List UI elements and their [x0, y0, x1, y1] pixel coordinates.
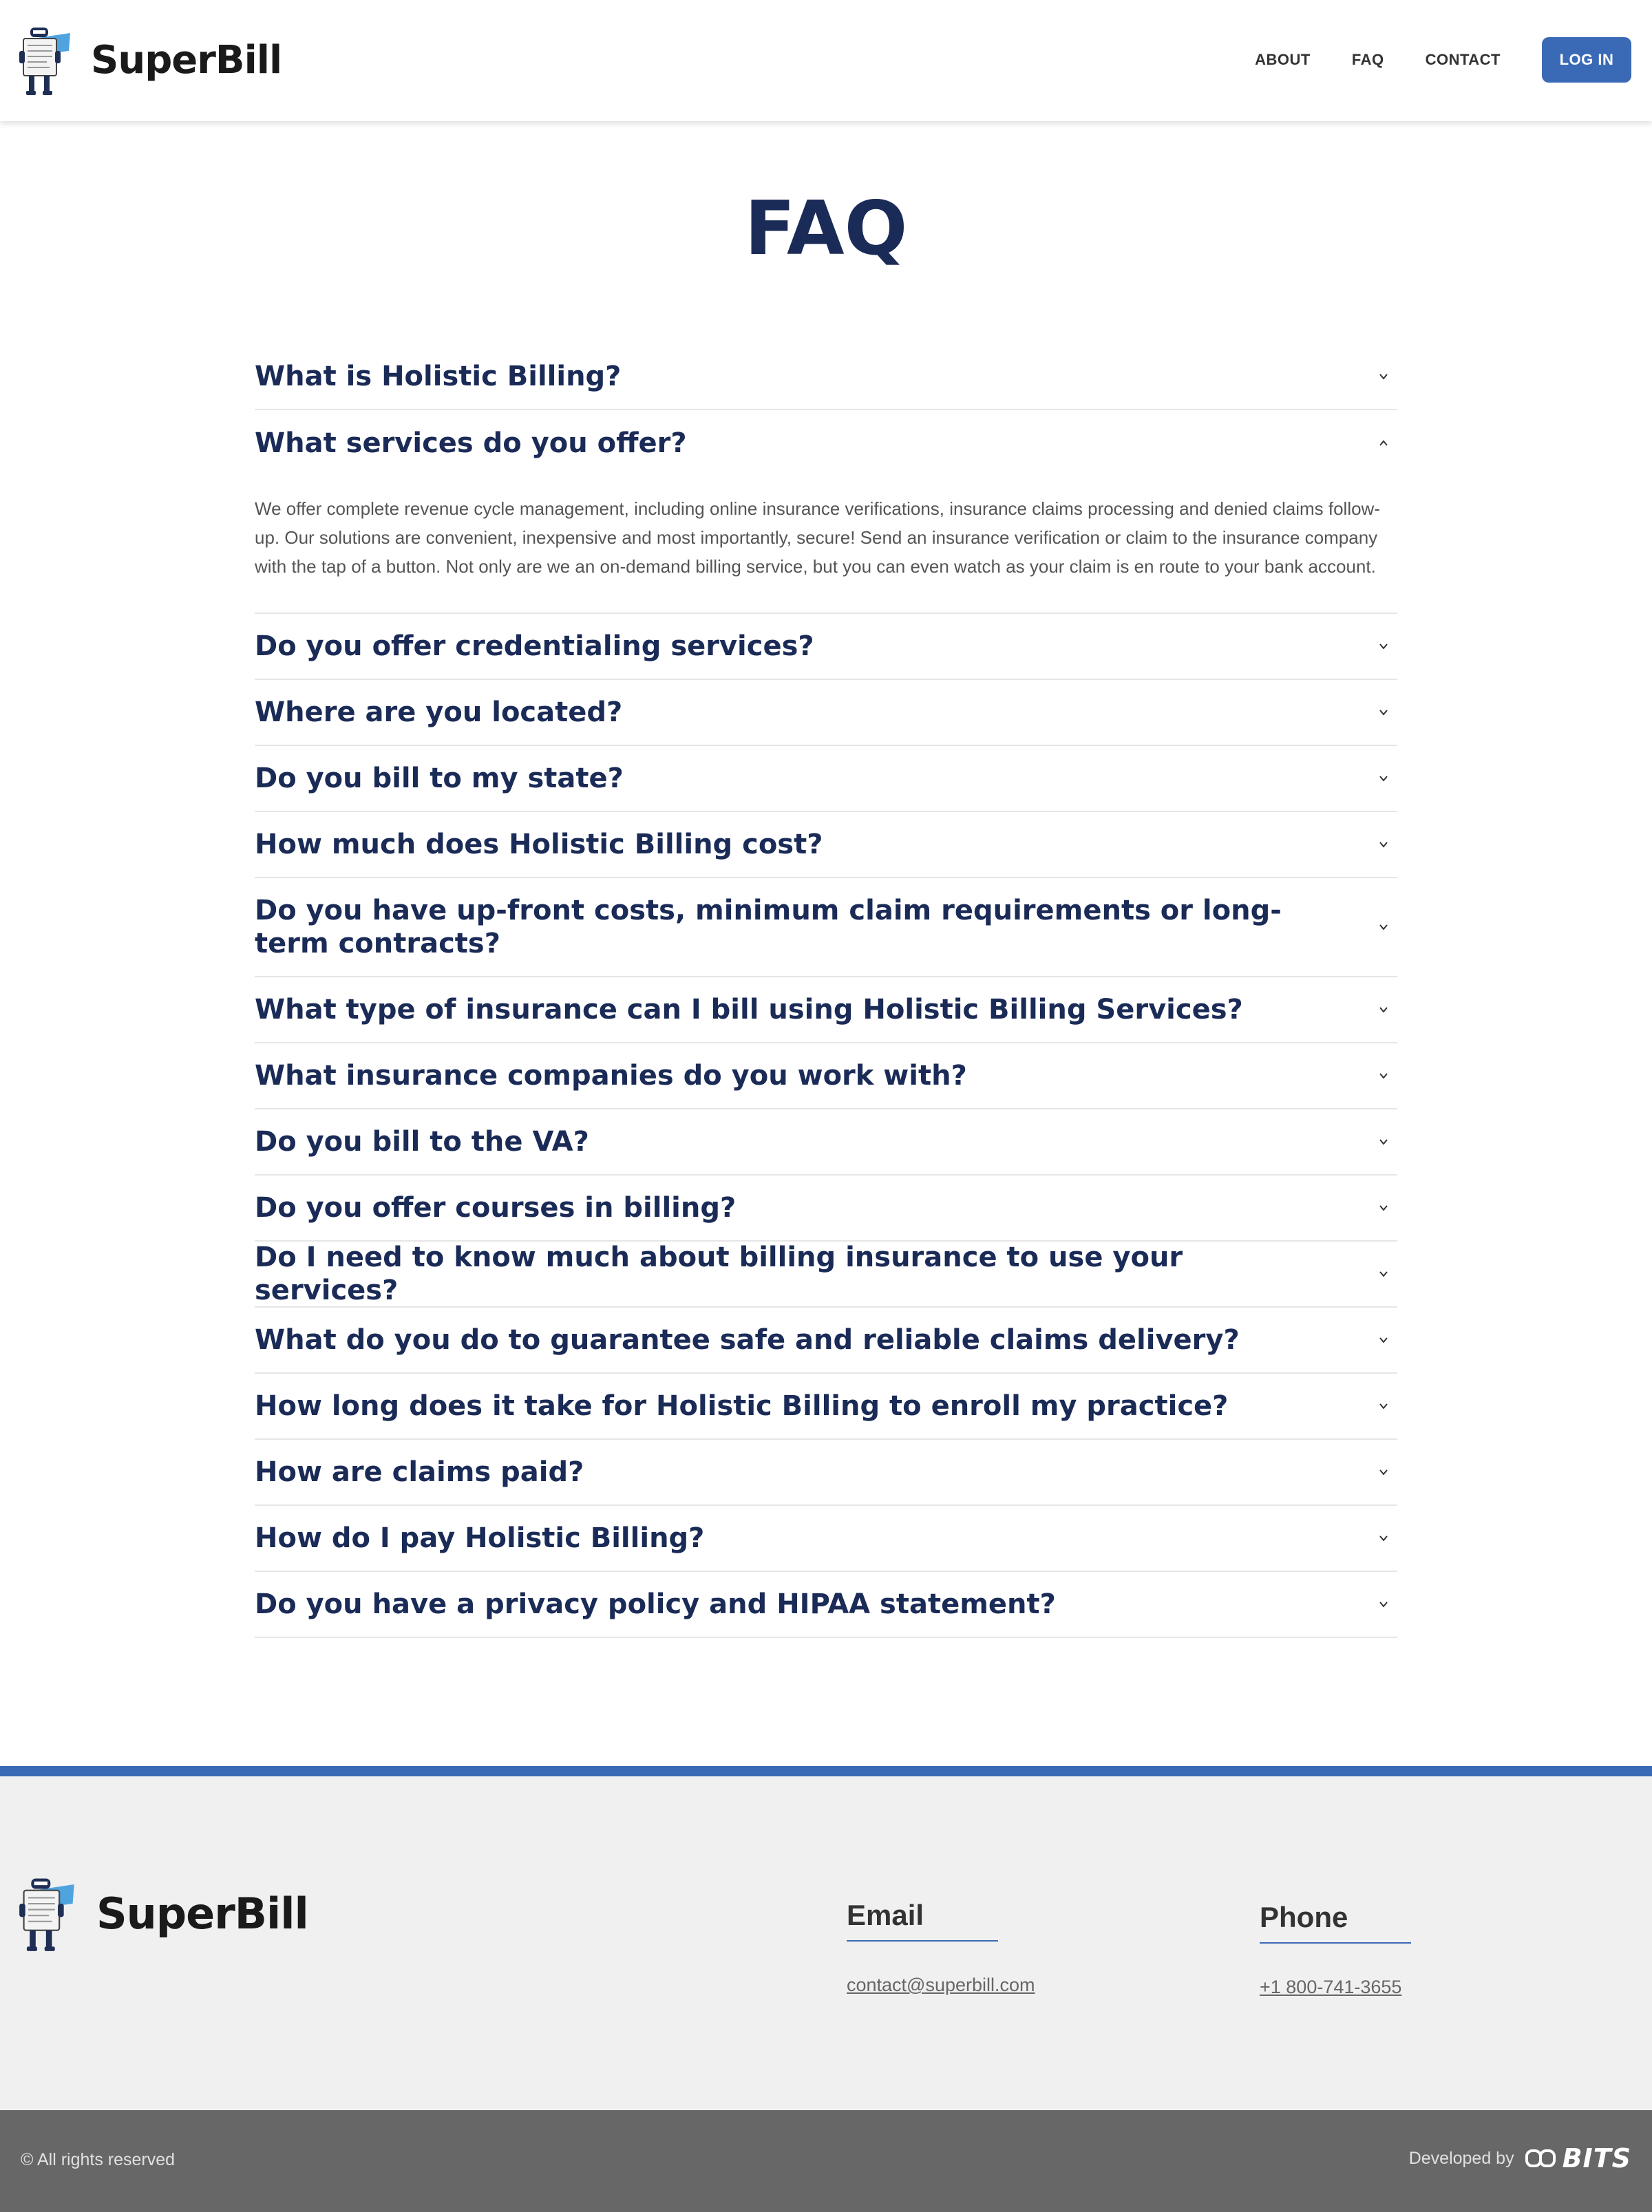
faq-question-text: Do you offer credentialing services?	[255, 630, 814, 662]
site-header	[0, 0, 1652, 121]
faq-question-text: How do I pay Holistic Billing?	[255, 1522, 705, 1554]
login-button[interactable]: LOG IN	[1542, 37, 1631, 83]
faq-question-text: Do you have a privacy policy and HIPAA statement?	[255, 1588, 1056, 1620]
nav-about-link[interactable]: ABOUT	[1255, 51, 1311, 68]
chevron-down-icon[interactable]	[1377, 639, 1390, 653]
chevron-down-icon[interactable]	[1377, 705, 1390, 719]
faq-question-row[interactable]	[255, 746, 1397, 812]
faq-question-text: What insurance companies do you work with?	[255, 1060, 967, 1092]
faq-question-text: What services do you offer?	[255, 427, 687, 459]
footer-bottom-bar	[0, 2110, 1652, 2212]
faq-question-row[interactable]	[255, 680, 1397, 746]
faq-question-text: What do you do to guarantee safe and reliable claims delivery?	[255, 1324, 1240, 1356]
faq-question-row[interactable]	[255, 1308, 1397, 1374]
faq-question-row[interactable]	[255, 344, 1397, 410]
developer-credit[interactable]	[1409, 2143, 1631, 2173]
faq-question-row[interactable]	[255, 1176, 1397, 1242]
chevron-down-icon[interactable]	[1377, 1597, 1390, 1611]
email-link[interactable]: contact@superbill.com	[847, 1975, 1035, 1995]
chevron-down-icon[interactable]	[1377, 1399, 1390, 1413]
faq-question-row[interactable]	[255, 1043, 1397, 1109]
faq-question-text: Do you bill to the VA?	[255, 1126, 589, 1158]
faq-question-row[interactable]	[255, 614, 1397, 680]
faq-question-text: What type of insurance can I bill using Holistic Billing Services?	[255, 994, 1243, 1025]
footer-email-section	[847, 1899, 1035, 1996]
chevron-down-icon[interactable]	[1377, 1069, 1390, 1083]
chevron-down-icon[interactable]	[1377, 1531, 1390, 1545]
faq-question-row[interactable]	[255, 1506, 1397, 1572]
faq-question-row[interactable]	[255, 878, 1397, 977]
brand-name: SuperBill	[91, 37, 282, 83]
faq-accordion	[255, 344, 1397, 1638]
chevron-down-icon[interactable]	[1377, 1135, 1390, 1149]
faq-answer-text: We offer complete revenue cycle management, including online insurance verifications, insurance claims processing and denied claims follow-up. Our solutions are convenient, inexpensive and most importantly, secure! Send an insurance verification or claim to the insurance company with the tap of a button. Not only are we an on-demand billing service, but you can even watch as your claim is en route to your bank account.	[255, 476, 1397, 614]
footer-brand-logo[interactable]	[19, 1874, 308, 1953]
chevron-down-icon[interactable]	[1377, 1465, 1390, 1479]
bits-logo	[1525, 2143, 1631, 2173]
faq-question-row[interactable]	[255, 1440, 1397, 1506]
chevron-down-icon[interactable]	[1377, 1333, 1390, 1347]
chevron-down-icon[interactable]	[1377, 1003, 1390, 1017]
faq-question-row[interactable]	[255, 1374, 1397, 1440]
footer-phone-section	[1260, 1901, 1411, 1998]
nav-contact-link[interactable]: CONTACT	[1425, 51, 1501, 68]
footer-brand-name: SuperBill	[96, 1888, 308, 1939]
faq-question-text: How long does it take for Holistic Billing to enroll my practice?	[255, 1390, 1229, 1422]
faq-question-text: Do I need to know much about billing insurance to use your services?	[255, 1242, 1183, 1306]
faq-question-text: How much does Holistic Billing cost?	[255, 829, 823, 860]
faq-question-text: Where are you located?	[255, 696, 623, 728]
faq-question-row[interactable]	[255, 977, 1397, 1043]
faq-question-row[interactable]	[255, 1572, 1397, 1638]
site-footer	[0, 1776, 1652, 2110]
faq-question-row[interactable]	[255, 812, 1397, 878]
faq-question-text: Do you offer courses in billing?	[255, 1192, 737, 1224]
phone-label: Phone	[1260, 1901, 1411, 1944]
faq-question-text: Do you have up-front costs, minimum claim requirements or long-term contracts?	[255, 895, 1282, 959]
superbill-mascot-logo	[19, 1874, 76, 1953]
chevron-down-icon[interactable]	[1377, 920, 1390, 934]
developed-by-label: Developed by	[1408, 2148, 1514, 2168]
faq-question-row[interactable]	[255, 410, 1397, 476]
nav-faq-link[interactable]: FAQ	[1351, 51, 1384, 68]
faq-question-text: What is Holistic Billing?	[255, 361, 622, 392]
main-nav	[1255, 37, 1631, 83]
bits-logo-icon	[1525, 2148, 1557, 2169]
chevron-down-icon[interactable]	[1377, 838, 1390, 851]
phone-link[interactable]: +1 800-741-3655	[1260, 1977, 1402, 1997]
brand-logo-link[interactable]	[19, 23, 282, 96]
faq-question-row[interactable]	[255, 1109, 1397, 1176]
copyright-text: © All rights reserved	[21, 2150, 176, 2169]
chevron-down-icon[interactable]	[1377, 370, 1390, 383]
superbill-mascot-logo	[19, 23, 72, 96]
chevron-down-icon[interactable]	[1377, 1201, 1390, 1215]
chevron-down-icon[interactable]	[1377, 772, 1390, 785]
footer-accent-strip	[0, 1766, 1652, 1776]
chevron-down-icon[interactable]	[1377, 1267, 1390, 1281]
email-label: Email	[847, 1899, 998, 1942]
bits-logo-text: BITS	[1562, 2143, 1631, 2173]
page-title: FAQ	[744, 186, 908, 272]
faq-question-row[interactable]	[255, 1242, 1397, 1308]
faq-question-text: How are claims paid?	[255, 1456, 584, 1488]
chevron-up-icon[interactable]	[1377, 436, 1390, 450]
faq-question-text: Do you bill to my state?	[255, 763, 624, 794]
